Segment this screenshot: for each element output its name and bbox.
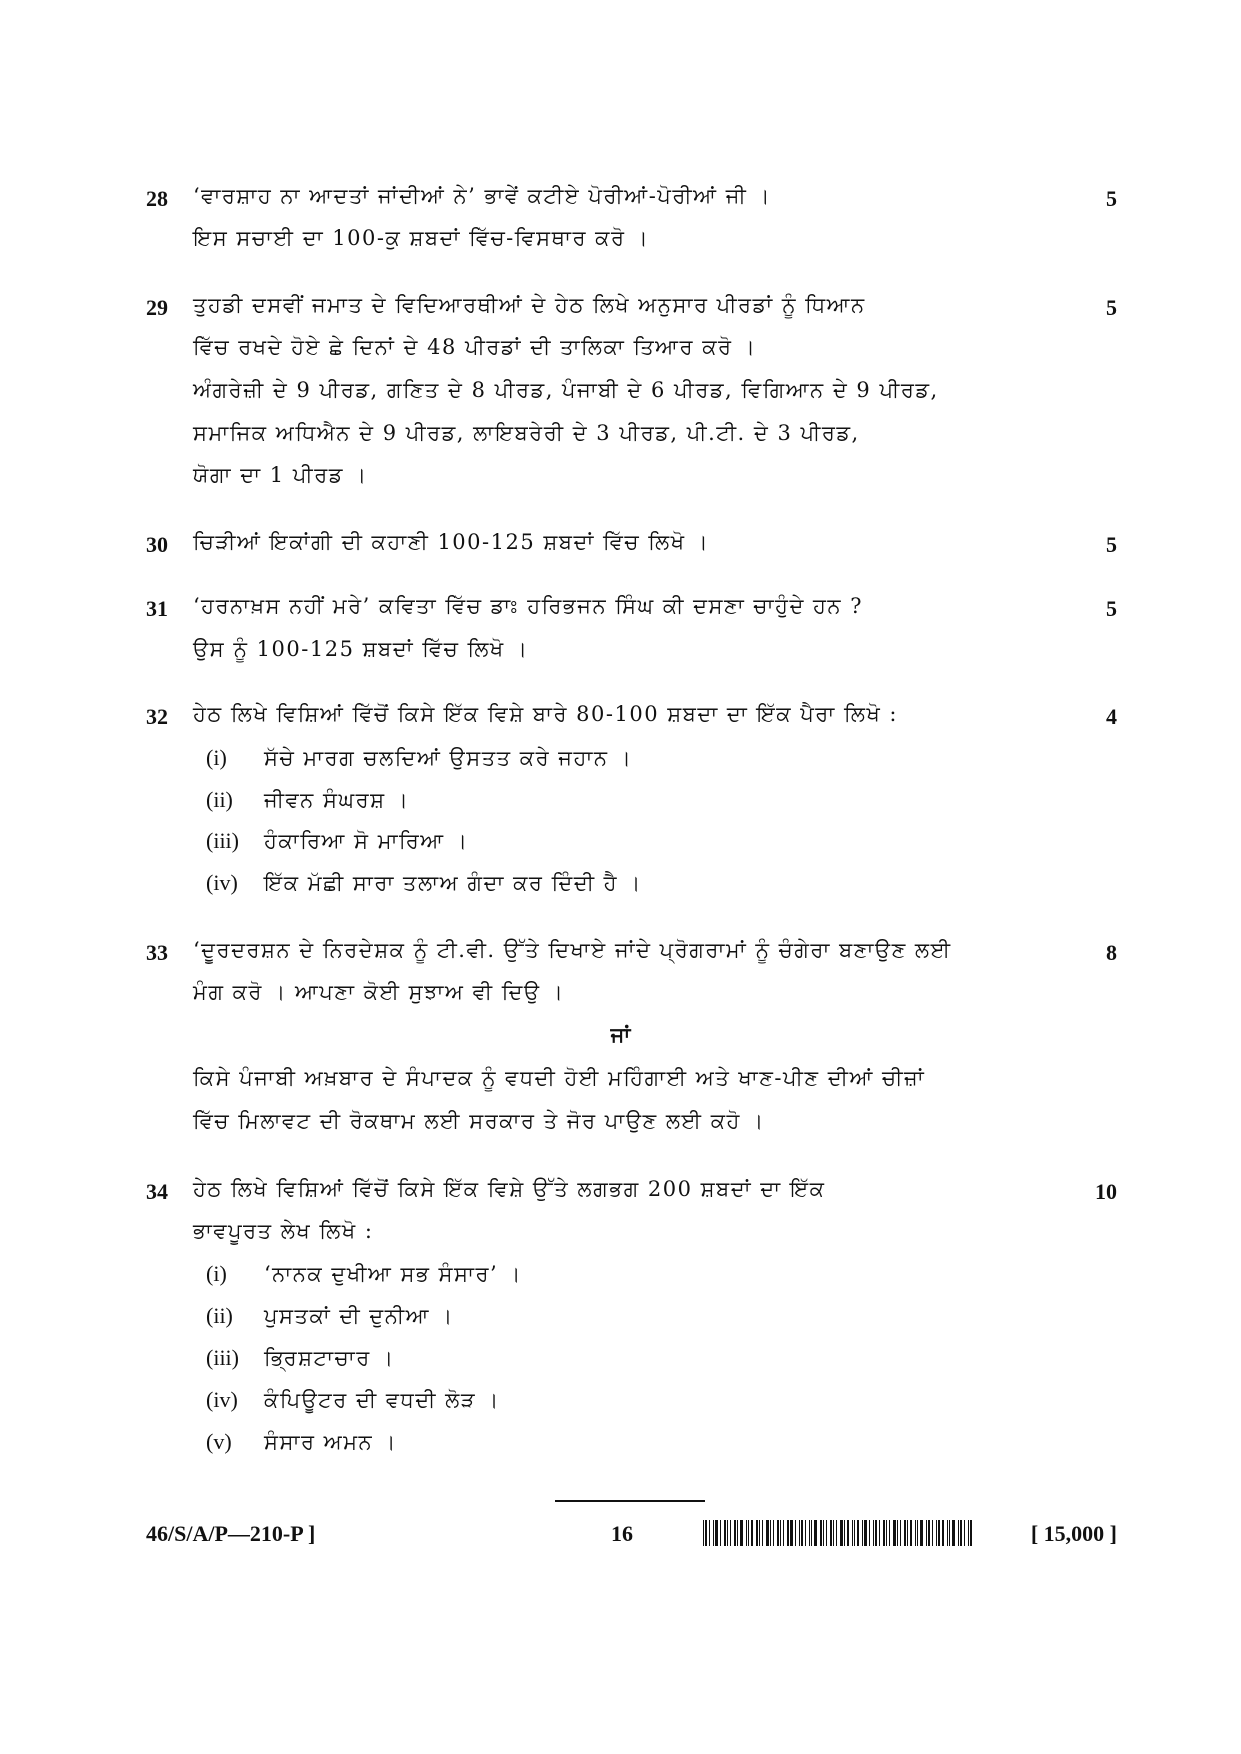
- copies-count: [ 15,000 ]: [1030, 1521, 1117, 1546]
- question-text-line: ਵਿੱਚ ਰਖਦੇ ਹੋਏ ਛੇ ਦਿਨਾਂ ਦੇ 48 ਪੀਰਡਾਂ ਦੀ ਤਾਲਿਕਾ ਤਿਆਰ ਕਰੋ ।: [193, 335, 757, 359]
- question-text-line: ਤੁਹਡੀ ਦਸਵੀਂ ਜਮਾਤ ਦੇ ਵਿਦਿਆਰਥੀਆਂ ਦੇ ਹੇਠ ਲਿਖੇ ਅਨੁਸਾਰ ਪੀਰਡਾਂ ਨੂੰ ਧਿਆਨ: [193, 293, 866, 317]
- question-text-line: ਸਮਾਜਿਕ ਅਧਿਐਨ ਦੇ 9 ਪੀਰਡ, ਲਾਇਬਰੇਰੀ ਦੇ 3 ਪੀਰਡ, ਪੀ.ਟੀ. ਦੇ 3 ਪੀਰਡ,: [193, 421, 860, 445]
- barcode-stripe: [724, 1520, 726, 1546]
- question-text-line: ਇਸ ਸਚਾਈ ਦਾ 100-ਕੁ ਸ਼ਬਦਾਂ ਵਿੱਚ-ਵਿਸਥਾਰ ਕਰੋ ।: [193, 226, 650, 250]
- option-text: ‘ਨਾਨਕ ਦੁਖੀਆ ਸਭ ਸੰਸਾਰ’ ।: [264, 1262, 523, 1286]
- barcode-stripe: [936, 1520, 937, 1546]
- barcode-stripe: [910, 1520, 912, 1546]
- option-label: (i): [206, 745, 227, 770]
- barcode-stripe: [960, 1520, 962, 1546]
- question-text-line: ਹੇਠ ਲਿਖੇ ਵਿਸ਼ਿਆਂ ਵਿੱਚੋਂ ਕਿਸੇ ਇੱਕ ਵਿਸ਼ੇ ਬਾਰੇ 80-100 ਸ਼ਬਦਾ ਦਾ ਇੱਕ ਪੈਰਾ ਲਿਖੋ :: [193, 702, 899, 726]
- barcode-stripe: [787, 1520, 789, 1546]
- option-item: [206, 1387, 500, 1413]
- barcode-stripe: [904, 1520, 906, 1546]
- barcode-stripe: [795, 1520, 796, 1546]
- barcode-stripe: [799, 1520, 800, 1546]
- barcode-stripe: [886, 1520, 887, 1546]
- barcode-stripe: [830, 1520, 832, 1546]
- barcode-stripe: [833, 1520, 834, 1546]
- barcode-stripe: [949, 1520, 950, 1546]
- barcode-stripe: [773, 1520, 774, 1546]
- barcode-stripe: [746, 1520, 747, 1546]
- barcode-stripe: [801, 1520, 803, 1546]
- barcode-stripe: [928, 1520, 930, 1546]
- option-label: (iv): [206, 1387, 238, 1412]
- option-text: ਭ੍ਰਿਸ਼ਟਾਚਾਰ ।: [264, 1346, 395, 1370]
- question-text-line: ‘ਵਾਰਸ਼ਾਹ ਨਾ ਆਦਤਾਂ ਜਾਂਦੀਆਂ ਨੇ’ ਭਾਵੇਂ ਕਟੀਏ ਪੋਰੀਆਂ-ਪੋਰੀਆਂ ਜੀ ।: [193, 184, 772, 208]
- barcode-stripe: [766, 1520, 769, 1546]
- question-marks: 5: [1106, 295, 1117, 320]
- barcode-stripe: [907, 1520, 908, 1546]
- barcode-stripe: [968, 1520, 969, 1546]
- barcode-stripe: [713, 1520, 714, 1546]
- barcode-stripe: [703, 1520, 704, 1546]
- question-number: 32: [146, 704, 168, 729]
- option-label: (v): [206, 1429, 232, 1454]
- barcode-stripe: [740, 1520, 743, 1546]
- option-label: (iii): [206, 828, 239, 853]
- option-item: [206, 787, 409, 813]
- option-label: (ii): [206, 1303, 233, 1328]
- question-text-line: ਵਿੱਚ ਮਿਲਾਵਟ ਦੀ ਰੋਕਥਾਮ ਲਈ ਸਰਕਾਰ ਤੇ ਜੋਰ ਪਾਉਣ ਲਈ ਕਹੋ ।: [193, 1109, 765, 1133]
- question-number: 28: [146, 186, 168, 211]
- option-text: ਹੰਕਾਰਿਆ ਸੋ ਮਾਰਿਆ ।: [264, 829, 469, 853]
- option-item: [206, 828, 468, 854]
- question-text-line: ‘ਦੂਰਦਰਸ਼ਨ ਦੇ ਨਿਰਦੇਸ਼ਕ ਨੂੰ ਟੀ.ਵੀ. ਉੱਤੇ ਦਿਖਾਏ ਜਾਂਦੇ ਪ੍ਰੋਗਰਾਮਾਂ ਨੂੰ ਚੰਗੇਰਾ ਬਣਾਉਣ ਲਈ: [193, 938, 952, 962]
- barcode-stripe: [809, 1520, 810, 1546]
- barcode-stripe: [823, 1520, 824, 1546]
- question-text-line: ਭਾਵਪੂਰਤ ਲੇਖ ਲਿਖੋ :: [193, 1219, 374, 1243]
- barcode-stripe: [727, 1520, 728, 1546]
- question-marks: 8: [1106, 940, 1117, 965]
- barcode-stripe: [840, 1520, 843, 1546]
- end-rule: [555, 1500, 705, 1502]
- option-text: ਕੰਪਿਊਟਰ ਦੀ ਵਧਦੀ ਲੋੜ ।: [264, 1388, 500, 1412]
- barcode-stripe: [970, 1520, 972, 1546]
- question-text-line: ਹੇਠ ਲਿਖੇ ਵਿਸ਼ਿਆਂ ਵਿੱਚੋਂ ਕਿਸੇ ਇੱਕ ਵਿਸ਼ੇ ਉੱਤੇ ਲਗਭਗ 200 ਸ਼ਬਦਾਂ ਦਾ ਇੱਕ: [193, 1177, 826, 1201]
- option-text: ਪੁਸਤਕਾਂ ਦੀ ਦੁਨੀਆ ।: [264, 1304, 454, 1328]
- barcode-stripe: [926, 1520, 927, 1546]
- barcode-stripe: [862, 1520, 863, 1546]
- barcode-stripe: [730, 1520, 731, 1546]
- barcode-stripe: [883, 1520, 885, 1546]
- barcode-stripe: [759, 1520, 760, 1546]
- barcode-stripe: [932, 1520, 933, 1546]
- barcode-stripe: [847, 1520, 849, 1546]
- page-number: 16: [611, 1521, 633, 1546]
- question-number: 31: [146, 596, 168, 621]
- barcode: [703, 1520, 993, 1546]
- barcode-stripe: [947, 1520, 948, 1546]
- barcode-stripe: [805, 1520, 806, 1546]
- barcode-stripe: [705, 1520, 707, 1546]
- barcode-stripe: [852, 1520, 853, 1546]
- option-item: [206, 1303, 454, 1329]
- question-number: 29: [146, 295, 168, 320]
- barcode-stripe: [737, 1520, 738, 1546]
- barcode-stripe: [820, 1520, 822, 1546]
- option-text: ਸੰਸਾਰ ਅਮਨ ।: [264, 1430, 398, 1454]
- barcode-stripe: [889, 1520, 890, 1546]
- barcode-stripe: [814, 1520, 817, 1546]
- question-marks: 5: [1106, 596, 1117, 621]
- barcode-stripe: [952, 1520, 955, 1546]
- question-marks: 4: [1106, 704, 1117, 729]
- barcode-stripe: [734, 1520, 736, 1546]
- question-text-line: ਕਿਸੇ ਪੰਜਾਬੀ ਅਖ਼ਬਾਰ ਦੇ ਸੰਪਾਦਕ ਨੂੰ ਵਧਦੀ ਹੋਈ ਮਹਿੰਗਾਈ ਅਤੇ ਖਾਣ-ਪੀਣ ਦੀਆਂ ਚੀਜ਼ਾਂ: [193, 1066, 926, 1090]
- barcode-stripe: [790, 1520, 793, 1546]
- question-text-line: ‘ਹਰਨਾਖ਼ਸ ਨਹੀਂ ਮਰੇ’ ਕਵਿਤਾ ਵਿੱਚ ਡਾਃ ਹਰਿਭਜਨ ਸਿੰਘ ਕੀ ਦਸਣਾ ਚਾਹੁੰਦੇ ਹਨ ?: [193, 594, 863, 618]
- option-label: (iv): [206, 870, 238, 895]
- barcode-stripe: [915, 1520, 916, 1546]
- question-text-line: ਚਿੜੀਆਂ ਇਕਾਂਗੀ ਦੀ ਕਹਾਣੀ 100-125 ਸ਼ਬਦਾਂ ਵਿੱਚ ਲਿਖੋ ।: [193, 530, 710, 554]
- barcode-stripe: [869, 1520, 870, 1546]
- option-label: (iii): [206, 1345, 239, 1370]
- question-text-line: ਅੰਗਰੇਜ਼ੀ ਦੇ 9 ਪੀਰਡ, ਗਣਿਤ ਦੇ 8 ਪੀਰਡ, ਪੰਜਾਬੀ ਦੇ 6 ਪੀਰਡ, ਵਿਗਿਆਨ ਦੇ 9 ਪੀਰਡ,: [193, 378, 939, 402]
- option-text: ਜੀਵਨ ਸੰਘਰਸ਼ ।: [264, 788, 410, 812]
- question-number: 30: [146, 532, 168, 557]
- barcode-stripe: [879, 1520, 880, 1546]
- option-text: ਸੱਚੇ ਮਾਰਗ ਚਲਦਿਆਂ ਉਸਤਤ ਕਰੇ ਜਹਾਨ ।: [264, 746, 633, 770]
- barcode-stripe: [709, 1520, 710, 1546]
- barcode-stripe: [783, 1520, 784, 1546]
- barcode-stripe: [964, 1520, 965, 1546]
- barcode-stripe: [917, 1520, 918, 1546]
- option-item: [206, 1429, 397, 1455]
- barcode-stripe: [826, 1520, 827, 1546]
- option-item: [206, 870, 642, 896]
- barcode-stripe: [777, 1520, 779, 1546]
- question-text-line: ਉਸ ਨੂੰ 100-125 ਸ਼ਬਦਾਂ ਵਿੱਚ ਲਿਖੋ ।: [193, 637, 529, 661]
- question-marks: 10: [1095, 1179, 1117, 1204]
- barcode-stripe: [811, 1520, 812, 1546]
- barcode-stripe: [751, 1520, 753, 1546]
- barcode-stripe: [942, 1520, 944, 1546]
- barcode-stripe: [720, 1520, 721, 1546]
- option-item: [206, 1261, 522, 1287]
- barcode-stripe: [854, 1520, 855, 1546]
- barcode-stripe: [900, 1520, 901, 1546]
- barcode-stripe: [958, 1520, 959, 1546]
- barcode-stripe: [836, 1520, 837, 1546]
- barcode-stripe: [893, 1520, 896, 1546]
- barcode-stripe: [873, 1520, 874, 1546]
- barcode-stripe: [756, 1520, 758, 1546]
- barcode-stripe: [920, 1520, 923, 1546]
- question-text-line: ਯੋਗਾ ਦਾ 1 ਪੀਰਡ ।: [193, 463, 368, 487]
- barcode-stripe: [844, 1520, 845, 1546]
- question-marks: 5: [1106, 532, 1117, 557]
- barcode-stripe: [864, 1520, 867, 1546]
- barcode-stripe: [762, 1520, 763, 1546]
- barcode-stripe: [857, 1520, 859, 1546]
- option-label: (i): [206, 1261, 227, 1286]
- paper-code: 46/S/A/P—210-P ]: [146, 1521, 316, 1546]
- question-marks: 5: [1106, 186, 1117, 211]
- option-item: [206, 1345, 395, 1371]
- barcode-stripe: [780, 1520, 781, 1546]
- barcode-stripe: [770, 1520, 771, 1546]
- question-text-line: ਮੰਗ ਕਰੋ । ਆਪਣਾ ਕੋਈ ਸੁਝਾਅ ਵੀ ਦਿਉ ।: [193, 980, 565, 1004]
- barcode-stripe: [897, 1520, 898, 1546]
- option-item: [206, 745, 632, 771]
- question-number: 33: [146, 940, 168, 965]
- barcode-stripe: [875, 1520, 877, 1546]
- or-separator: ਜਾਂ: [610, 1022, 631, 1047]
- barcode-stripe: [748, 1520, 749, 1546]
- option-text: ਇੱਕ ਮੱਛੀ ਸਾਰਾ ਤਲਾਅ ਗੰਦਾ ਕਰ ਦਿੰਦੀ ਹੈ ।: [264, 871, 642, 895]
- option-label: (ii): [206, 787, 233, 812]
- barcode-stripe: [938, 1520, 940, 1546]
- question-number: 34: [146, 1179, 168, 1204]
- barcode-stripe: [715, 1520, 718, 1546]
